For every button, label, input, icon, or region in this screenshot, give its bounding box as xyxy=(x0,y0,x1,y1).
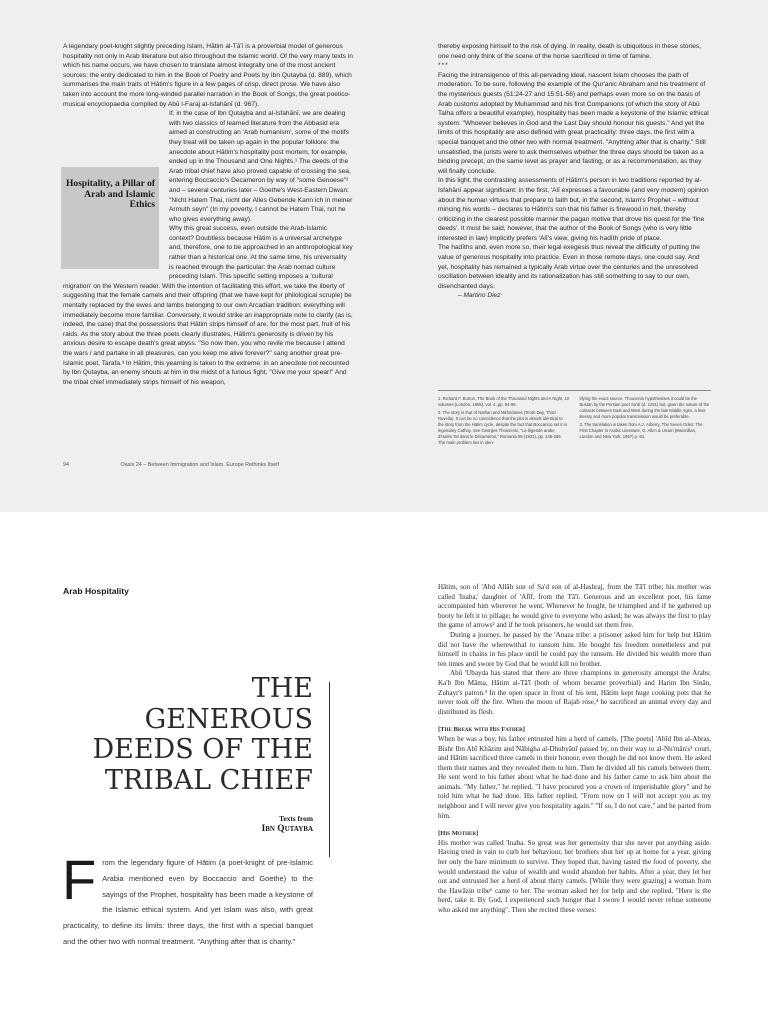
byline-author: Ibn Qutayba xyxy=(261,824,313,834)
title-line: TRIBAL CHIEF xyxy=(104,764,313,796)
footnote: 3. The translation is taken from A.J. Arberry, The Seven Odes: The First Chapter in Arabic Literature, G. Allen & Unwin (Macmillan, London and New York, 1957) p. 84. xyxy=(579,422,703,439)
paragraph: Abū 'Ubayda has stated that there are three champions in generosity amongst the Arabs: Ka'b Ibn Māma, Hātim al-Tā'ī (both of whom became proverbial) and Harim Ibn Sinān, Zuhayr's patron.³ In the open space in front of his tent, Hātim kept huge cooking pots that he never took off the fire. When the moon of Rajab rose,⁴ he sacrificed an animal every day and distributed its flesh. xyxy=(438,669,711,716)
title-line: DEEDS OF THE xyxy=(92,734,313,765)
footnotes-column-1 xyxy=(438,396,570,448)
paragraph: Hātim, son of 'Abd Allāh son of Sa'd son of al-Hashraj, from the Tā'ī tribe; his mother was called 'Inaba,' daughter of 'Afīf, from the Tā'ī. Generous and an excellent poet, his fame accompanied him wherever he went. Whenever he fought, he triumphed and if he gathered up booty he left it to pillage; he would give to everyone who asked; he was always the first to play the game of arrows² and if he took prisoners, he would set them free. xyxy=(438,583,711,630)
running-footer: Oasis 24 – Between Immigration and Islam. Europe Rethinks Itself xyxy=(120,462,280,468)
top-left-page xyxy=(63,42,353,387)
paragraph: A legendary poet-knight slightly preceding Islam, Hātim al-Tā'ī is a proverbial model of generous hospitality not only in Arab literature but also throughout the Islamic world. Of the very many texts in which his name occurs, we have chosen to translate almost integrally one of the most ancient sources: the entry dedicated to him in the Book of Poetry and Poets by Ibn Qutayba (d. 889), which summarises the main traits of Hātim's figure in a few pages of crisp, direct prose. We have also taken into account the more long-winded parallel narration in the Book of Songs, the great poetico-musical encyclopaedia compiled by Abū l-Faraj al-Isfahānī (d. 967). xyxy=(63,43,353,108)
title-line: THE xyxy=(251,673,313,704)
top-right-page xyxy=(438,42,711,301)
footnotes xyxy=(438,396,711,448)
title-line: GENEROUS xyxy=(144,703,313,735)
section-label: Arab Hospitality xyxy=(63,586,129,596)
author-signature: – Martino Diez xyxy=(458,292,501,300)
paragraph-text: If, in the case of Ibn Qutayba and al-Isfahānī, we are dealing with two classics of learned literature from the Abbasid era aimed at constructing an 'Arab humanism', some of the motifs they treat will be taken up again in the popular folklore: the anecdote about Hātim's hospitality post mortem, for example, ended up in the Thousand and One Nights.¹ The deeds of the Arab tribal chief have also proved capable of crossing the sea, entering Boccaccio's Decameron by way of "some Genoese"² and – several centuries later – Goethe's West-Eastern Diwan: "Nicht Hatem Thai, nicht der Alles Gebende Kann ich in meiner Armuth seyn" (In my poverty, I cannot be Hatem Thai, not he who gives everything away). xyxy=(169,110,353,223)
paragraph: During a journey, he passed by the 'Anaza tribe: a prisoner asked him for help but Hātim did not have the wherewithal to ransom him. He bought his freedom nonetheless and put himself in chains in his place until he could pay the ransom. He divided his wealth more than ten times and swore by God that he would kill no brother. xyxy=(438,630,711,668)
paragraph: The hadīths and, even more so, their legal exegesis thus reveal the difficulty of putting the value of generous hospitality into practice. Even in those remote days, one could say. And yet, hospitality has remained a typically Arab virtue over the centuries and the unresolved oscillation between ideality and its rationalization has still something to say to our own, disenchanted days. xyxy=(438,244,700,290)
sidebar-box-label: Hospitality, a Pillar of Arab and Islamic Ethics xyxy=(61,167,159,269)
drop-cap: F xyxy=(62,848,97,911)
byline xyxy=(183,814,313,834)
footnote: 2. The story is that of Nathan and Mithridanes (Tenth Day, Third Novella). It can be no coincidence that the plot is almost identical to the story from the Hātim cycle, despite the fact that Boccaccio set it in legendary Cathay. See Georges Thouvenin, "La légende arabe d'Hatim Taï dans le Décaméron," Romania 59 (1933), pp. 248-269. The main problem lies in iden- xyxy=(438,410,567,445)
byline-label: Texts from xyxy=(279,814,313,823)
title-divider xyxy=(329,682,330,857)
paragraph: His mother was called 'Inaba. So great was her generosity that she never put anything aside. Having tried in vain to curb her behaviour, her brothers shut her up at home for a year, giving her only the bare minimum to survive. They hoped that, having tasted the food of poverty, she would understand the value of wealth and would abandon her habits. After a year, they let her out and entrusted her a herd of about thirty camels. [While they were grazing] a woman from the Hawāzin tribe⁶ came to her. The woman asked her for help and she replied, "Here is the herd, take it. By God, I experienced such hunger that I swore I would never refuse someone who asked me anything". Then she recited these verses: xyxy=(438,838,711,914)
footnote: tifying the exact source. Thouvenin hypothesises it could be the Bustān by the Persian poet Sa'dī (d. 1291) but, given the nature of the contacts between East and West during the late Middle Ages, a less literary and more popular transmission would be preferable. xyxy=(579,396,710,419)
paragraph: thereby exposing himself to the risk of dying. In reality, death is ubiquitous in these stories, one need only think of the scene of the horse sacrificed in time of famine. xyxy=(438,43,702,60)
subheading: [His Mother] xyxy=(438,830,479,838)
article-title xyxy=(63,674,313,796)
bottom-right-page xyxy=(438,583,711,916)
paragraph: Facing the intransigence of this all-pervading ideal, nascent Islam chooses the path of moderation. To be sure, following the example of the Qur'anic Abraham and his treatment of the mysterious guests (51:24-27 and 15:51-56) and perhaps even more so on the basis of Arab customs adopted by Muhammad and his first Companions (of which the story of Abū Talha offers a beautiful example), hospitality has been made a keystone of the Islamic ethical system: "Whoever believes in God and the Last Day should honour his guests." And yet the limits of this hospitality are also defined with great practicality: three days, the first with a special banquet and the other two with normal treatment. "Anything after that is charity." Still unsatisfied, the jurists were to ask themselves whether the three days should be taken as a binding precept, on the same level as prayer and fasting, or as a recommendation, as they will finally conclude. xyxy=(438,71,709,175)
paragraph: In this light, the contrasting assessments of Hātim's person in two traditions reported by al-Isfahānī appear significant: in the first, 'Alī expresses a favourable (and very modern) opinion about the human virtues that prepare to faith but, in the second, Islam's Prophet – without mincing his words – declares to Hātim's son that his father is firewood in hell, thereby criticizing in the clearest possible manner the pagan motive that drove his quest for the 'fine deeds'. It must be said, however, that the author of the Book of Songs (who is very little interested in law) implicitly prefers 'Alī's view, giving his hadīth pride of place. xyxy=(438,177,709,242)
footnote: 1. Richard F. Burton, The Book of the Thousand Nights and A Night, 10 volumes (London, 1885), vol. 4, pp. 94-96. xyxy=(438,396,570,407)
subheading: [The Break with His Father] xyxy=(438,726,525,734)
bottom-spread xyxy=(0,530,768,1024)
paragraph-text: Why this great success, even outside the Arab-Islamic context? Doubtless because Hātim is a universal archetype and, therefore, one to be approached in an anthropological key rather than a historical one. At the same time, his universality is reached through the particular: the Arab nomad culture preceding Islam. This specific setting imposes a 'cultural migration' on the Western reader. With the intention of facilitating this effort, we take the liberty of suggesting that the female camels and their offspring (that we have kept for philological scruple) be mentally replaced by the ewes and lambs belonging to our own Arcadian tradition: everything will immediately become more familiar. Conversely, it would strike an inappropriate note to clarify (as is, indeed, the case) that the possessions that Hātim strips himself of are, for the most part, fruit of his raids. As the story about the three poets clearly illustrates, Hātim's generosity is driven by his anxious desire to escape death's great abyss. "So now then, you who revile me because I attend the wars / and partake in all pleasures, can you keep me alive forever?" sang another great pre-Islamic poet, Tarafa.³ In Hātim, this yearning is taken to the extreme: in an anecdote not recounted by Ibn Qutayba, an enemy shouts at him in the midst of a furious fight, "Give me your spear!" And the tribal chief immediately strips himself of his weapon, xyxy=(63,225,353,386)
page-footer xyxy=(63,462,279,468)
section-separator: *** xyxy=(438,62,449,70)
intro-paragraph xyxy=(62,848,313,950)
paragraph xyxy=(63,109,353,387)
page-number: 94 xyxy=(63,462,69,468)
footnotes-column-2 xyxy=(580,396,712,448)
intro-text: rom the legendary figure of Hātim (a poet-knight of pre-Islamic Arabia mentioned even by Boccaccio and Goethe) to the sayings of the Prophet, hospitality has been made a keystone of the Islamic ethical system. And yet Islam was also, with great practicality, to define its limits: three days, the first with a special banquet and the other two with normal treatment. "Anything after that is charity." xyxy=(63,858,313,946)
paragraph: When he was a boy, his father entrusted him a herd of camels. [The poets] 'Abīd Ibn al-Abras, Bishr Ibn Abī Khāzim and Nābigha al-Dhubyānī passed by, on their way to al-Nu'mān's⁵ court, and Hātim sacrificed three camels in their honour, even though he did not know them. He asked them their names and they revealed them to him. Then he divided all his camels between them. He sent word to his father about what he had done and his father came to ask him about the animals. "My father," he replied, "I have procured you a crown of imperishable glory" and he told him what he had done. His father replied, "From now on I will not accept you as my neighbour and I will never give you hospitality again." "If so, I do not care," and he parted from him. xyxy=(438,734,711,820)
footnote-rule xyxy=(438,390,711,391)
